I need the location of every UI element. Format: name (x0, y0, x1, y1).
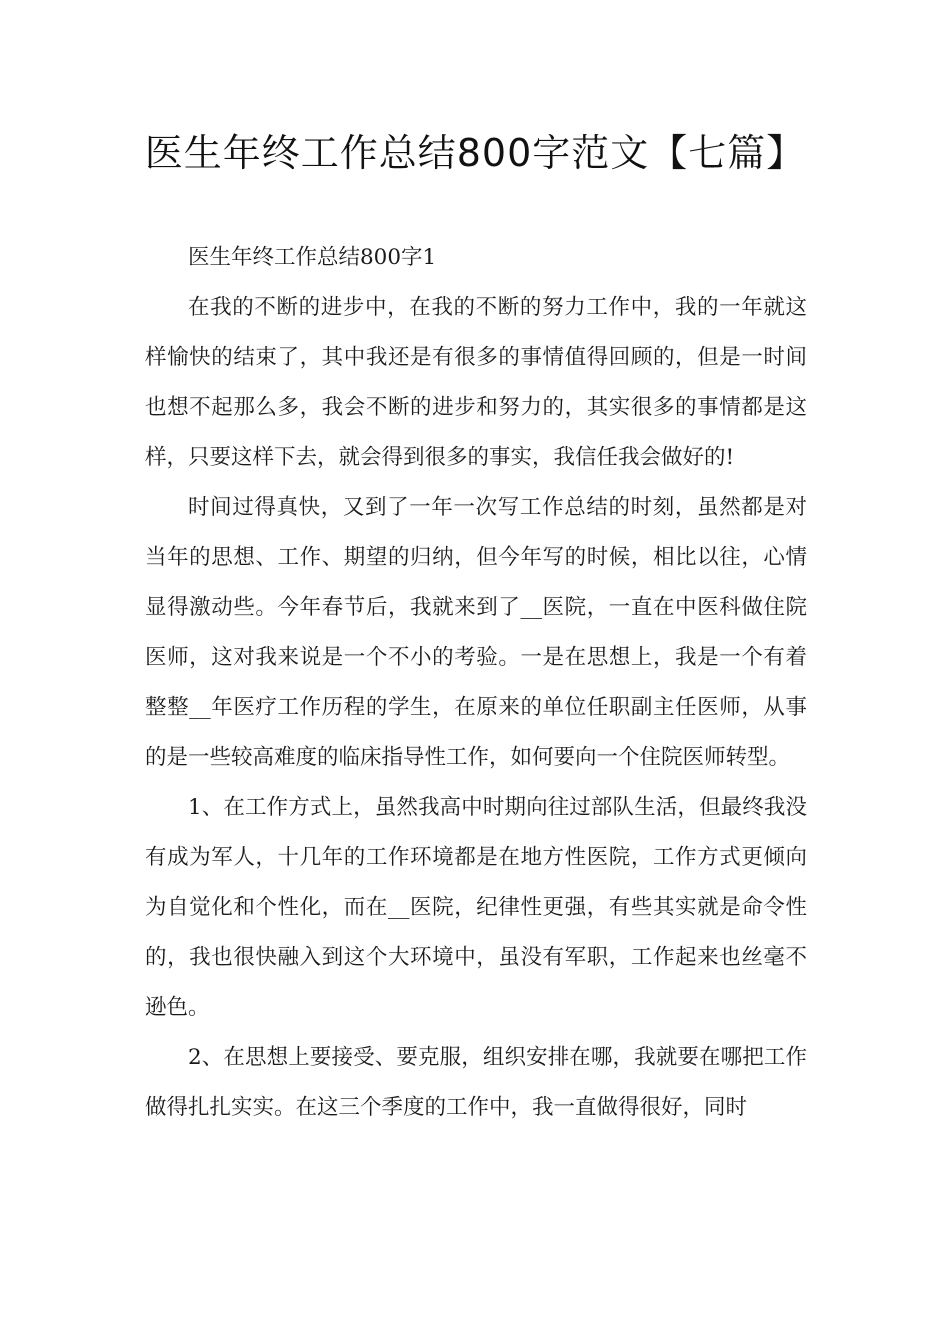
document-body (145, 233, 807, 1133)
paragraph-3: 1、在工作方式上，虽然我高中时期向往过部队生活，但最终我没有成为军人，十几年的工作环境都是在地方性医院，工作方式更倾向为自觉化和个性化，而在__医院，纪律性更强，有些其实就是命令性的，我也很快融入到这个大环境中，虽没有军职，工作起来也丝毫不逊色。 (145, 795, 807, 1020)
paragraph-2: 时间过得真快，又到了一年一次写工作总结的时刻，虽然都是对当年的思想、工作、期望的归纳，但今年写的时候，相比以往，心情显得激动些。今年春节后，我就来到了__医院，一直在中医科做住院医师，这对我来说是一个不小的考验。一是在思想上，我是一个有着整整__年医疗工作历程的学生，在原来的单位任职副主任医师，从事的是一些较高难度的临床指导性工作，如何要向一个住院医师转型。 (145, 495, 807, 770)
paragraph-1: 在我的不断的进步中，在我的不断的努力工作中，我的一年就这样愉快的结束了，其中我还是有很多的事情值得回顾的，但是一时间也想不起那么多，我会不断的进步和努力的，其实很多的事情都是这样，只要这样下去，就会得到很多的事实，我信任我会做好的! (145, 295, 807, 470)
paragraph-4: 2、在思想上要接受、要克服，组织安排在哪，我就要在哪把工作做得扎扎实实。在这三个季度的工作中，我一直做得很好，同时 (145, 1045, 807, 1120)
document-title: 医生年终工作总结800字范文【七篇】 (144, 131, 806, 175)
section-heading: 医生年终工作总结800字1 (188, 245, 437, 270)
